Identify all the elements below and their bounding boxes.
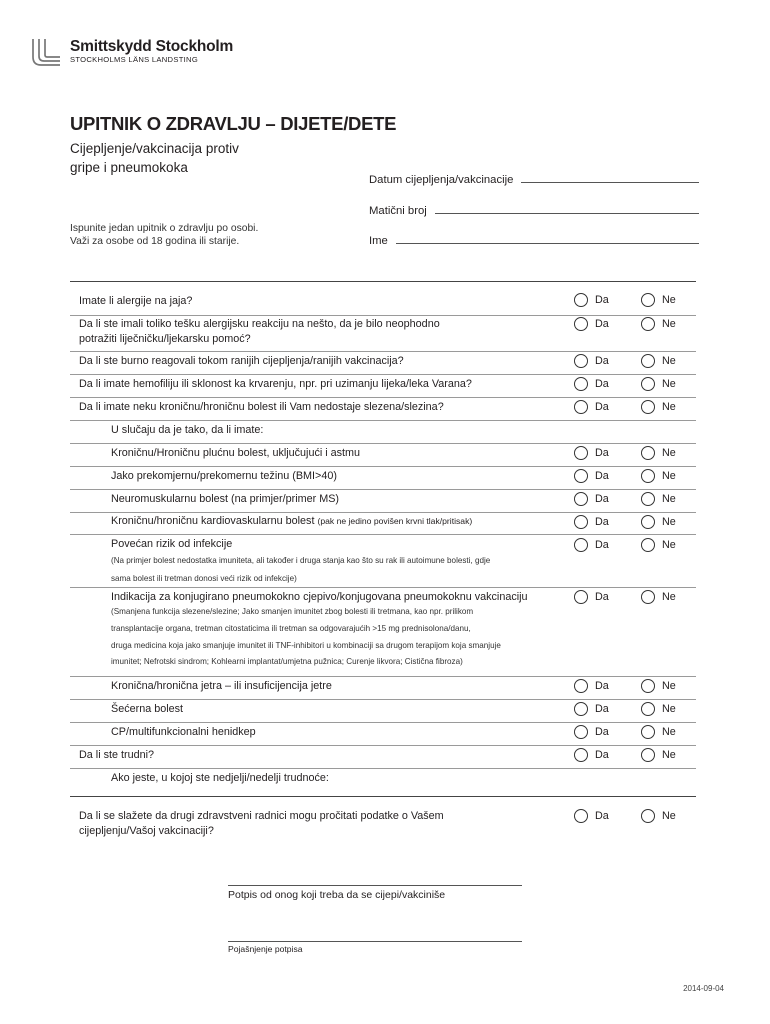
cardiovascular-no[interactable] (641, 515, 676, 529)
option-no-label: Ne (662, 516, 676, 528)
radio-circle-icon[interactable] (641, 377, 655, 391)
radio-circle-icon[interactable] (574, 492, 588, 506)
condition-lung-disease: Kroničnu/Hroničnu plućnu bolest, uključujući i astmu (111, 447, 361, 459)
condition-cp-disability: CP/multifunkcionalni henidkep (111, 726, 256, 738)
condition-cardiovascular-note: (pak ne jedino povišen krvni tlak/pritisak) (317, 516, 473, 526)
egg-allergy-no[interactable] (641, 293, 676, 307)
option-yes-label: Da (595, 493, 609, 505)
pneumococcal-yes[interactable] (574, 590, 609, 604)
condition-pneumococcal-indication: Indikacija za konjugirano pneumokokno cjepivo/konjugovana pneumokoknu vakcinaciju (111, 591, 528, 603)
radio-circle-icon[interactable] (641, 492, 655, 506)
option-yes-label: Da (595, 318, 609, 330)
cp-disability-yes[interactable] (574, 725, 609, 739)
severe-allergy-no[interactable] (641, 317, 676, 331)
row-separator (70, 722, 696, 723)
vaccination-date-field[interactable] (369, 174, 699, 186)
condition-liver: Kronična/hronična jetra – ili insuficijencija jetre (111, 680, 332, 692)
option-no-label: Ne (662, 355, 676, 367)
row-separator (70, 315, 696, 316)
pneumococcal-note-line-1: (Smanjena funkcija slezene/slezine; Jako smanjen imunitet zbog bolesti ili tretmana, kao npr. prilikom (111, 607, 474, 616)
condition-infection-risk: Povećan rizik od infekcije (111, 538, 233, 550)
severe-allergy-yes[interactable] (574, 317, 609, 331)
consent-line-1: Da li se slažete da drugi zdravstveni radnici mogu pročitati podatke o Vašem (79, 810, 444, 822)
radio-circle-icon[interactable] (641, 446, 655, 460)
row-separator (70, 534, 696, 535)
vaccination-date-input-line[interactable] (521, 182, 699, 183)
question-severe-allergy-line-2: potražiti liječničku/ljekarsku pomoć? (79, 332, 251, 345)
condition-obesity: Jako prekomjernu/prekomernu težinu (BMI>40) (111, 470, 337, 482)
id-number-input-line[interactable] (435, 213, 699, 214)
radio-circle-icon[interactable] (574, 538, 588, 552)
row-separator (70, 374, 696, 375)
question-severe-allergy-line-1: Da li ste imali toliko tešku alergijsku reakciju na nešto, da je bilo neophodno (79, 318, 440, 330)
pregnancy-week-followup[interactable]: Ako jeste, u kojoj ste nedjelji/nedelji trudnoće: (111, 772, 329, 784)
signature-clarification-label: Pojašnjenje potpisa (228, 944, 303, 954)
consent-line-2: cijepljenju/Vašoj vakcinaciji? (79, 824, 214, 837)
radio-circle-icon[interactable] (574, 515, 588, 529)
option-yes-label: Da (595, 810, 609, 822)
row-separator (70, 420, 696, 421)
option-yes-label: Da (595, 749, 609, 761)
radio-circle-icon[interactable] (641, 679, 655, 693)
row-separator (70, 489, 696, 490)
prior-reaction-yes[interactable] (574, 354, 609, 368)
option-no-label: Ne (662, 749, 676, 761)
liver-yes[interactable] (574, 679, 609, 693)
option-yes-label: Da (595, 294, 609, 306)
radio-circle-icon[interactable] (641, 469, 655, 483)
pneumococcal-note-line-2: transplantacije organa, tretman citostaticima ili tretman sa odgovarajućih >15 mg prednisolona/danu, (111, 623, 471, 633)
egg-allergy-yes[interactable] (574, 293, 609, 307)
radio-circle-icon[interactable] (641, 590, 655, 604)
option-yes-label: Da (595, 378, 609, 390)
obesity-no[interactable] (641, 469, 676, 483)
option-no-label: Ne (662, 447, 676, 459)
radio-circle-icon[interactable] (641, 748, 655, 762)
consent-yes[interactable] (574, 809, 609, 823)
question-hemophilia: Da li imate hemofiliju ili sklonost ka krvarenju, npr. pri uzimanju lijeka/leka Varana? (79, 378, 472, 390)
name-label: Ime (369, 235, 388, 247)
subtitle-line-2: gripe i pneumokoka (70, 160, 188, 175)
subtitle-line-1: Cijepljenje/vakcinacija protiv (70, 141, 239, 156)
radio-circle-icon[interactable] (574, 446, 588, 460)
option-no-label: Ne (662, 539, 676, 551)
instruction-line-2: Važi za osobe od 18 godina ili starije. (70, 236, 240, 247)
row-separator (70, 351, 696, 352)
condition-cardiovascular-label: Kroničnu/hroničnu kardiovaskularnu bolest (111, 515, 315, 527)
option-yes-label: Da (595, 680, 609, 692)
condition-diabetes: Šećerna bolest (111, 703, 184, 715)
row-separator (70, 466, 696, 467)
option-no-label: Ne (662, 294, 676, 306)
bottom-divider (70, 796, 696, 797)
option-no-label: Ne (662, 810, 676, 822)
option-yes-label: Da (595, 401, 609, 413)
option-no-label: Ne (662, 318, 676, 330)
instruction-line-1: Ispunite jedan upitnik o zdravlju po osobi. (70, 223, 259, 234)
question-pregnant: Da li ste trudni? (79, 749, 155, 761)
option-yes-label: Da (595, 591, 609, 603)
radio-circle-icon[interactable] (641, 702, 655, 716)
infection-risk-yes[interactable] (574, 538, 609, 552)
radio-circle-icon[interactable] (574, 469, 588, 483)
option-no-label: Ne (662, 703, 676, 715)
cp-disability-no[interactable] (641, 725, 676, 739)
option-yes-label: Da (595, 355, 609, 367)
radio-circle-icon[interactable] (574, 809, 588, 823)
neuromuscular-yes[interactable] (574, 492, 609, 506)
diabetes-no[interactable] (641, 702, 676, 716)
prior-reaction-no[interactable] (641, 354, 676, 368)
org-subtitle: STOCKHOLMS LÄNS LANDSTING (70, 55, 199, 64)
signature-clarification-line[interactable] (228, 941, 522, 942)
radio-circle-icon[interactable] (574, 748, 588, 762)
option-no-label: Ne (662, 591, 676, 603)
lung-disease-yes[interactable] (574, 446, 609, 460)
question-chronic-disease: Da li imate neku kroničnu/hroničnu bolest ili Vam nedostaje slezena/slezina? (79, 401, 444, 413)
name-field[interactable] (369, 235, 699, 247)
option-no-label: Ne (662, 470, 676, 482)
top-divider (70, 281, 696, 282)
org-name: Smittskydd Stockholm (70, 38, 234, 55)
chronic-disease-intro: U slučaju da je tako, da li imate: (111, 424, 264, 436)
row-separator (70, 768, 696, 769)
name-input-line[interactable] (396, 243, 699, 244)
radio-circle-icon[interactable] (574, 354, 588, 368)
hemophilia-yes[interactable] (574, 377, 609, 391)
row-separator (70, 745, 696, 746)
radio-circle-icon[interactable] (641, 400, 655, 414)
instructions (70, 222, 258, 248)
pneumococcal-no[interactable] (641, 590, 676, 604)
chronic-disease-no[interactable] (641, 400, 676, 414)
pregnant-no[interactable] (641, 748, 676, 762)
option-yes-label: Da (595, 516, 609, 528)
question-data-sharing-consent (79, 809, 444, 838)
row-separator (70, 443, 696, 444)
option-no-label: Ne (662, 401, 676, 413)
radio-circle-icon[interactable] (574, 702, 588, 716)
radio-circle-icon[interactable] (574, 679, 588, 693)
infection-risk-no[interactable] (641, 538, 676, 552)
radio-circle-icon[interactable] (574, 377, 588, 391)
signature-line[interactable] (228, 885, 522, 886)
row-separator (70, 699, 696, 700)
smittskydd-logo-icon (30, 38, 64, 68)
condition-cardiovascular (111, 514, 472, 529)
row-separator (70, 676, 696, 677)
condition-neuromuscular: Neuromuskularnu bolest (na primjer/primer MS) (111, 493, 340, 505)
radio-circle-icon[interactable] (574, 317, 588, 331)
radio-circle-icon[interactable] (574, 590, 588, 604)
chronic-disease-yes[interactable] (574, 400, 609, 414)
radio-circle-icon[interactable] (641, 354, 655, 368)
id-number-label: Matični broj (369, 205, 427, 217)
lung-disease-no[interactable] (641, 446, 676, 460)
org-logo (30, 38, 233, 70)
radio-circle-icon[interactable] (574, 400, 588, 414)
option-no-label: Ne (662, 493, 676, 505)
infection-risk-note-line-1: (Na primjer bolest nedostatka imuniteta, ali također i druga stanja kao što su rak ili autoimune bolesti, gdje (111, 556, 491, 565)
signature-label: Potpis od onog koji treba da se cijepi/vakciniše (228, 889, 446, 901)
radio-circle-icon[interactable] (641, 809, 655, 823)
id-number-field[interactable] (369, 205, 699, 217)
option-no-label: Ne (662, 680, 676, 692)
pregnant-yes[interactable] (574, 748, 609, 762)
option-yes-label: Da (595, 539, 609, 551)
option-yes-label: Da (595, 447, 609, 459)
vaccination-date-label: Datum cijepljenja/vakcinacije (369, 174, 514, 186)
obesity-yes[interactable] (574, 469, 609, 483)
pneumococcal-note-line-4: imunitet; Nefrotski sindrom; Kohlearni implantat/umjetna pužnica; Curenje likvora; Cistična fibroza) (111, 657, 463, 667)
neuromuscular-no[interactable] (641, 492, 676, 506)
row-separator (70, 397, 696, 398)
question-severe-allergy (79, 317, 440, 346)
page-subtitle (70, 139, 300, 177)
consent-no[interactable] (641, 809, 676, 823)
infection-risk-note (111, 552, 490, 588)
option-yes-label: Da (595, 470, 609, 482)
pneumococcal-note-line-3: druga medicina koja jako smanjuje imunitet ili TNF-inhibitori u kombinaciji sa drugom terapijom koja smanjuje (111, 640, 501, 650)
row-separator (70, 512, 696, 513)
hemophilia-no[interactable] (641, 377, 676, 391)
option-no-label: Ne (662, 726, 676, 738)
liver-no[interactable] (641, 679, 676, 693)
document-date: 2014-09-04 (683, 984, 724, 993)
radio-circle-icon[interactable] (574, 293, 588, 307)
option-no-label: Ne (662, 378, 676, 390)
radio-circle-icon[interactable] (641, 515, 655, 529)
option-yes-label: Da (595, 703, 609, 715)
infection-risk-note-line-2: sama bolest ili tretman donosi veći rizik od infekcije) (111, 574, 297, 583)
radio-circle-icon[interactable] (574, 725, 588, 739)
question-prior-reaction: Da li ste burno reagovali tokom ranijih cijepljenja/ranijih vakcinacija? (79, 355, 404, 367)
pneumococcal-indication-note (111, 604, 501, 671)
row-separator (70, 587, 696, 588)
option-yes-label: Da (595, 726, 609, 738)
cardiovascular-yes[interactable] (574, 515, 609, 529)
question-egg-allergy: Imate li alergije na jaja? (79, 295, 193, 307)
radio-circle-icon[interactable] (641, 317, 655, 331)
diabetes-yes[interactable] (574, 702, 609, 716)
page-title: UPITNIK O ZDRAVLJU – DIJETE/DETE (70, 113, 397, 134)
radio-circle-icon[interactable] (641, 293, 655, 307)
radio-circle-icon[interactable] (641, 725, 655, 739)
radio-circle-icon[interactable] (641, 538, 655, 552)
